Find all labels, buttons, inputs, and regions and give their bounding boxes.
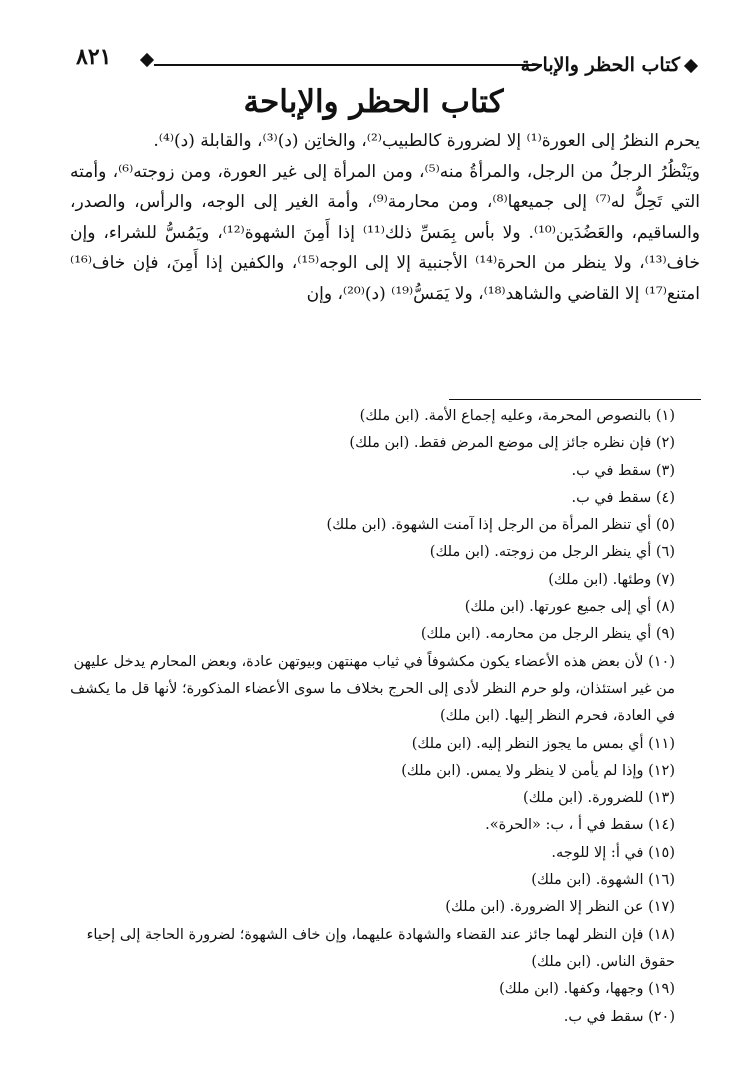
footnote: (١٤) سقط في أ ، ب: «الحرة».: [485, 817, 675, 834]
paragraph: ويَنْظُرُ الرجلُ من الرجل، والمرأةُ منه⁽⁵⁾، ومن المرأة إلى غير العورة، ومن زوجته⁽⁶⁾، وأمته التي تَحِلُّ له⁽⁷⁾ إلى جميعها⁽⁸⁾، ومن محارمة⁽⁹⁾، وأمة الغير إلى الوجه، والرأس، والصدر، والساقيم، والعَضُدَين⁽¹⁰⁾. ولا بأس بِمَسِّ ذلك⁽¹¹⁾ إذا أَمِنَ الشهوة⁽¹²⁾، ويَمُسُّ للشراء، وإن خاف⁽¹³⁾، ولا ينظر من الحرة⁽¹⁴⁾ الأجنبية إلا إلى الوجه⁽¹⁵⁾، والكفين إذا أَمِنَ، فإن خاف⁽¹⁶⁾ امتنع⁽¹⁷⁾ إلا القاضي والشاهد⁽¹⁸⁾، ولا يَمَسُّ⁽¹⁹⁾ (د)⁽²⁰⁾، وإن: [70, 161, 701, 304]
footnote: (١٢) وإذا لم يأمن لا ينظر ولا يمس. (ابن ملك): [401, 762, 675, 779]
footnote: (٨) أي إلى جميع عورتها. (ابن ملك): [464, 599, 675, 616]
footnotes: [62, 403, 675, 1031]
chapter-title: كتاب الحظر والإباحة: [243, 84, 504, 120]
main-text: [70, 126, 700, 309]
header-rule: [154, 64, 542, 66]
footnote: (٩) أي ينظر الرجل من محارمه. (ابن ملك): [420, 626, 675, 643]
footnote: (١٧) عن النظر إلا الضرورة. (ابن ملك): [445, 899, 675, 916]
footnote: (١) بالنصوص المحرمة، وعليه إجماع الأمة. (ابن ملك): [359, 408, 675, 424]
running-section-title: كتاب الحظر والإباحة: [520, 54, 680, 76]
diamond-ornament-icon: [684, 59, 698, 73]
page-number: ٨٢١: [76, 44, 112, 70]
footnote: (١٨) فإن النظر لهما جائز عند القضاء والشهادة عليهما، وإن خاف الشهوة؛ لضرورة الحاجة إلى إحياء حقوق الناس. (ابن ملك): [86, 926, 675, 970]
running-header: [64, 44, 704, 74]
footnote: (٢٠) سقط في ب.: [563, 1008, 675, 1025]
paragraph: يحرم النظرُ إلى العورة⁽¹⁾ إلا لضرورة كالطبيب⁽²⁾، والخاتِن (د)⁽³⁾، والقابلة (د)⁽⁴⁾.: [153, 131, 700, 151]
footnote: (٥) أي تنظر المرأة من الرجل إذا آمنت الشهوة. (ابن ملك): [326, 517, 675, 534]
footnote: (١١) أي بمس ما يجوز النظر إليه. (ابن ملك): [411, 735, 675, 752]
footnote: (١٣) للضرورة. (ابن ملك): [523, 790, 675, 807]
footnote: (١٥) في أ: إلا للوجه.: [551, 844, 675, 861]
footnote: (٤) سقط في ب.: [571, 489, 675, 506]
footnote: (١٦) الشهوة. (ابن ملك): [531, 872, 675, 889]
footnote: (١٠) لأن بعض هذه الأعضاء يكون مكشوفاً في ثياب مهنتهن وبيوتهن عادة، وبعض المحارم يدخل عليهن من غير استئذان، ولو حرم النظر لأدى إلى الحرج بخلاف ما سوى الأعضاء المذكورة؛ لأنها قل ما يكشف في العادة، فحرم النظر إليها. (ابن ملك): [70, 653, 675, 725]
footnote: (٣) سقط في ب.: [571, 462, 675, 479]
diamond-ornament-icon: [140, 53, 154, 67]
footnote: (٦) أي ينظر الرجل من زوجته. (ابن ملك): [429, 544, 675, 561]
footnote: (٢) فإن نظره جائز إلى موضع المرض فقط. (ابن ملك): [349, 435, 675, 452]
footnote: (١٩) وجهها، وكفها. (ابن ملك): [499, 981, 675, 998]
footnote: (٧) وطئها. (ابن ملك): [548, 571, 675, 588]
footnote-divider: [449, 399, 701, 400]
